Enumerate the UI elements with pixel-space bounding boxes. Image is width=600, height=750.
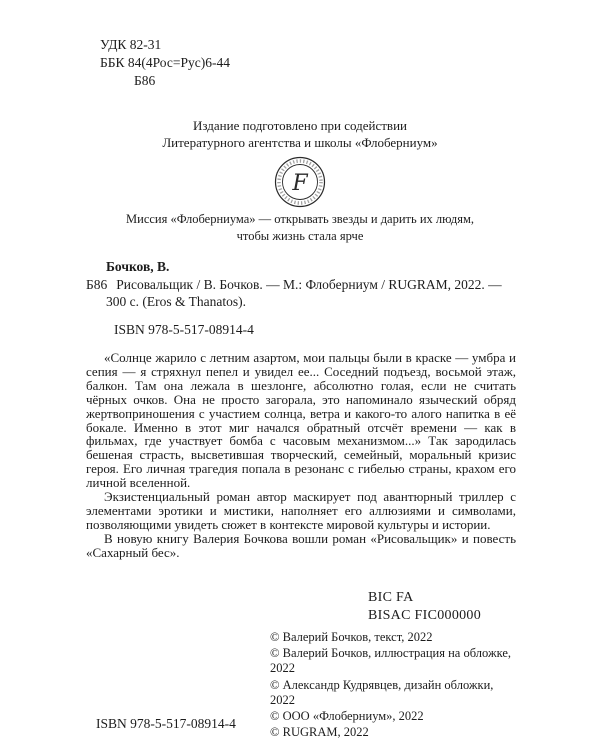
bisac-code: BISAC FIC000000 <box>368 608 482 623</box>
catalog-author: Бочков, В. <box>106 259 170 274</box>
catalog-description: Рисовальщик / В. Бочков. — М.: Флоберниум / RUGRAM, 2022. — 300 с. (Eros & Thanatos). <box>106 277 502 309</box>
udk-code: УДК 82-31 <box>100 37 162 52</box>
copyright-entry: © Валерий Бочков, иллюстрация на обложке, 2022 <box>270 646 512 676</box>
copyright-block <box>270 630 516 741</box>
bic-code: BIC FA <box>368 590 414 605</box>
catalog-card <box>86 258 516 310</box>
classification-codes <box>368 589 481 625</box>
catalog-entry <box>86 276 516 310</box>
mission-line1: Миссия «Флоберниума» — открывать звезды и дарить их людям, <box>126 212 474 226</box>
annotation-paragraph-2: Экзистенциальный роман автор маскирует под авантюрный триллер с элементами эротики и мистики, наполняет его аллюзиями и символами, позволяющими увидеть сюжет в контексте мировой культуры и истории. <box>86 489 516 532</box>
author-sign: Б86 <box>134 73 156 88</box>
copyright-entry: © ООО «Флоберниум», 2022 <box>270 709 424 724</box>
svg-text:F: F <box>292 171 308 196</box>
isbn-bottom: ISBN 978-5-517-08914-4 <box>96 716 236 731</box>
isbn-top: ISBN 978-5-517-08914-4 <box>114 322 254 337</box>
cataloguing-codes <box>100 36 230 90</box>
publisher-note-line1: Издание подготовлено при содействии <box>193 118 407 133</box>
annotation-paragraph-1: «Солнце жарило с летним азартом, мои пальцы были в краске — умбра и сепия — я стряхнул пепел и увидел ее... Соседний подъезд, восьмой этаж, балкон. Там она лежала в шезлонге, абсолютно голая, если не считать чёрных очков. Она не просто загорала, это напоминало языческий обряд жертвоприношения с участием солнца, ветра и какого-то алого напитка в её бокале. Именно в этот миг начался обратный отсчёт времени — как в фильмах, где участвует бомба с часовым механизмом...» Так зародилась бешеная страсть, высветившая творческий, семейный, моральный кризис героя. Его личная трагедия попала в резонанс с гибелью страны, крахом его личной вселенной. <box>86 350 516 491</box>
copyright-entry: © Валерий Бочков, текст, 2022 <box>270 630 433 644</box>
annotation <box>86 351 516 560</box>
bbk-code: ББК 84(4Рос=Рус)6-44 <box>100 55 230 70</box>
copyright-entry: © Александр Кудрявцев, дизайн обложки, 2022 <box>270 677 494 707</box>
copyright-entry: © RUGRAM, 2022 <box>270 725 369 740</box>
catalog-author-sign: Б86 <box>86 277 108 292</box>
annotation-paragraph-3: В новую книгу Валерия Бочкова вошли роман «Рисовальщик» и повесть «Сахарный бес». <box>86 530 516 560</box>
mission-statement <box>0 211 600 245</box>
publisher-note-line2: Литературного агентства и школы «Флоберниум» <box>162 135 438 150</box>
publisher-note <box>0 117 600 151</box>
flobernium-logo-icon <box>274 156 326 208</box>
mission-line2: чтобы жизнь стала ярче <box>236 229 364 243</box>
